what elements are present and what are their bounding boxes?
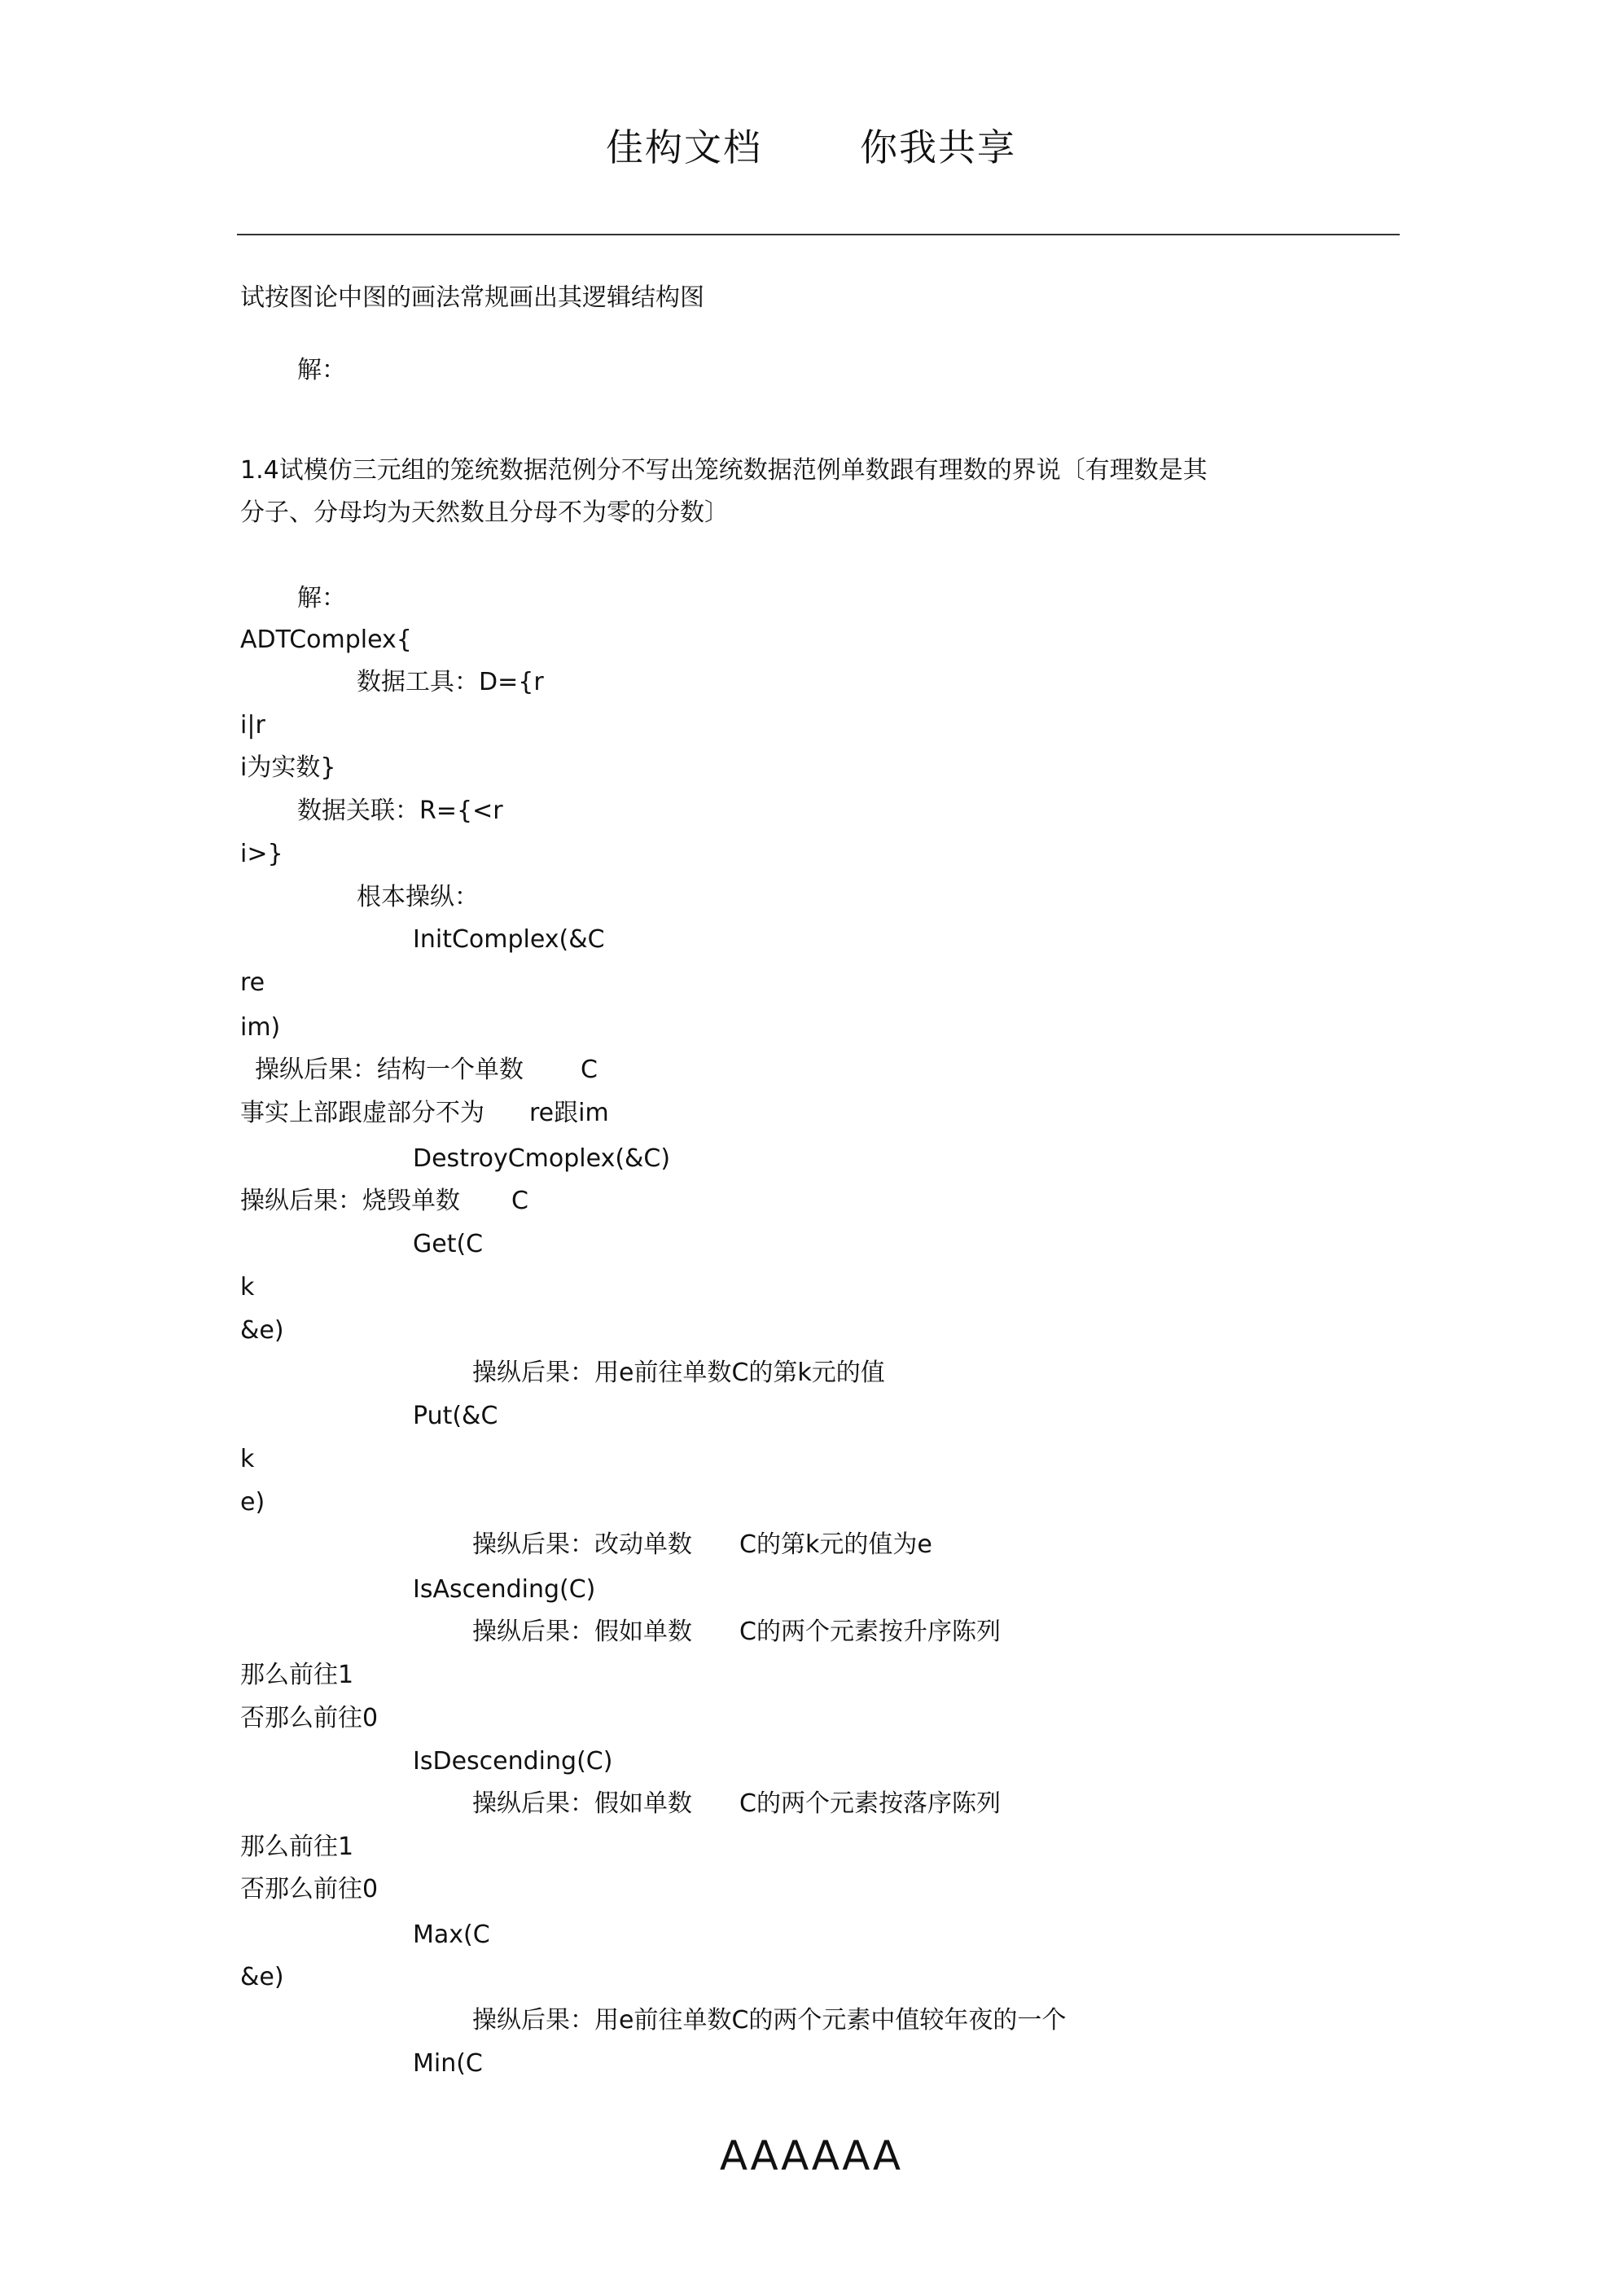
question-line: 试按图论中图的画法常规画出其逻辑结构图 — [240, 283, 704, 312]
code-line: 那么前往1 — [240, 1661, 354, 1689]
code-line: re — [240, 968, 265, 997]
code-line: 根本操纵： — [357, 883, 479, 911]
page-footer: AAAAAA — [719, 2132, 903, 2180]
code-line: i为实数} — [240, 753, 336, 782]
code-line: 操纵后果：用e前往单数C的第k元的值 — [472, 1359, 885, 1387]
code-line: Put(&C — [413, 1402, 498, 1430]
code-line: 操纵后果：假如单数 — [472, 1789, 692, 1818]
code-line: C的两个元素按落序陈列 — [739, 1789, 1001, 1818]
code-line: 否那么前往0 — [240, 1875, 379, 1903]
code-line: &e) — [240, 1963, 284, 1991]
code-line: 那么前往1 — [240, 1833, 354, 1861]
code-line: 操纵后果：烧毁单数 — [240, 1187, 460, 1215]
code-line: C — [581, 1056, 598, 1084]
code-line: 操纵后果：用e前往单数C的两个元素中值较年夜的一个 — [472, 2006, 1067, 2035]
code-line: k — [240, 1445, 255, 1473]
question-line: 1.4试模仿三元组的笼统数据范例分不写出笼统数据范例单数跟有理数的界说〔有理数是其 — [240, 456, 1208, 485]
answer-label: 解： — [297, 356, 346, 384]
code-line: re跟im — [529, 1099, 609, 1127]
code-line: 数据关联：R={<r — [297, 797, 503, 825]
code-line: Get(C — [413, 1230, 484, 1258]
page-header — [0, 118, 1622, 172]
code-line: 否那么前往0 — [240, 1704, 379, 1732]
code-line: ADTComplex{ — [240, 626, 412, 654]
header-right-text: 你我共享 — [860, 125, 1016, 169]
code-line: e) — [240, 1488, 265, 1517]
answer-label: 解： — [297, 584, 346, 612]
code-line: 操纵后果：假如单数 — [472, 1618, 692, 1646]
code-line: 数据工具：D={r — [357, 668, 544, 696]
code-line: C的第k元的值为e — [739, 1530, 932, 1559]
code-line: &e) — [240, 1316, 284, 1345]
code-line: 事实上部跟虚部分不为 — [240, 1099, 484, 1127]
code-line: IsAscending(C) — [413, 1575, 596, 1604]
code-line: i>} — [240, 840, 283, 868]
header-left-text: 佳构文档 — [606, 125, 762, 169]
code-line: i|r — [240, 711, 265, 740]
code-line: InitComplex(&C — [413, 925, 605, 954]
code-line: k — [240, 1273, 255, 1302]
code-line: DestroyCmoplex(&C) — [413, 1144, 671, 1173]
code-line: C的两个元素按升序陈列 — [739, 1618, 1001, 1646]
code-line: 操纵后果：改动单数 — [472, 1530, 692, 1559]
code-line: Min(C — [413, 2049, 483, 2078]
code-line: IsDescending(C) — [413, 1747, 613, 1776]
code-line: Max(C — [413, 1921, 490, 1949]
code-line: im) — [240, 1013, 281, 1042]
code-line: 操纵后果：结构一个单数 — [255, 1056, 524, 1084]
code-line: C — [511, 1187, 528, 1215]
header-divider — [237, 234, 1400, 235]
question-line: 分子、分母均为天然数且分母不为零的分数〕 — [240, 498, 729, 527]
